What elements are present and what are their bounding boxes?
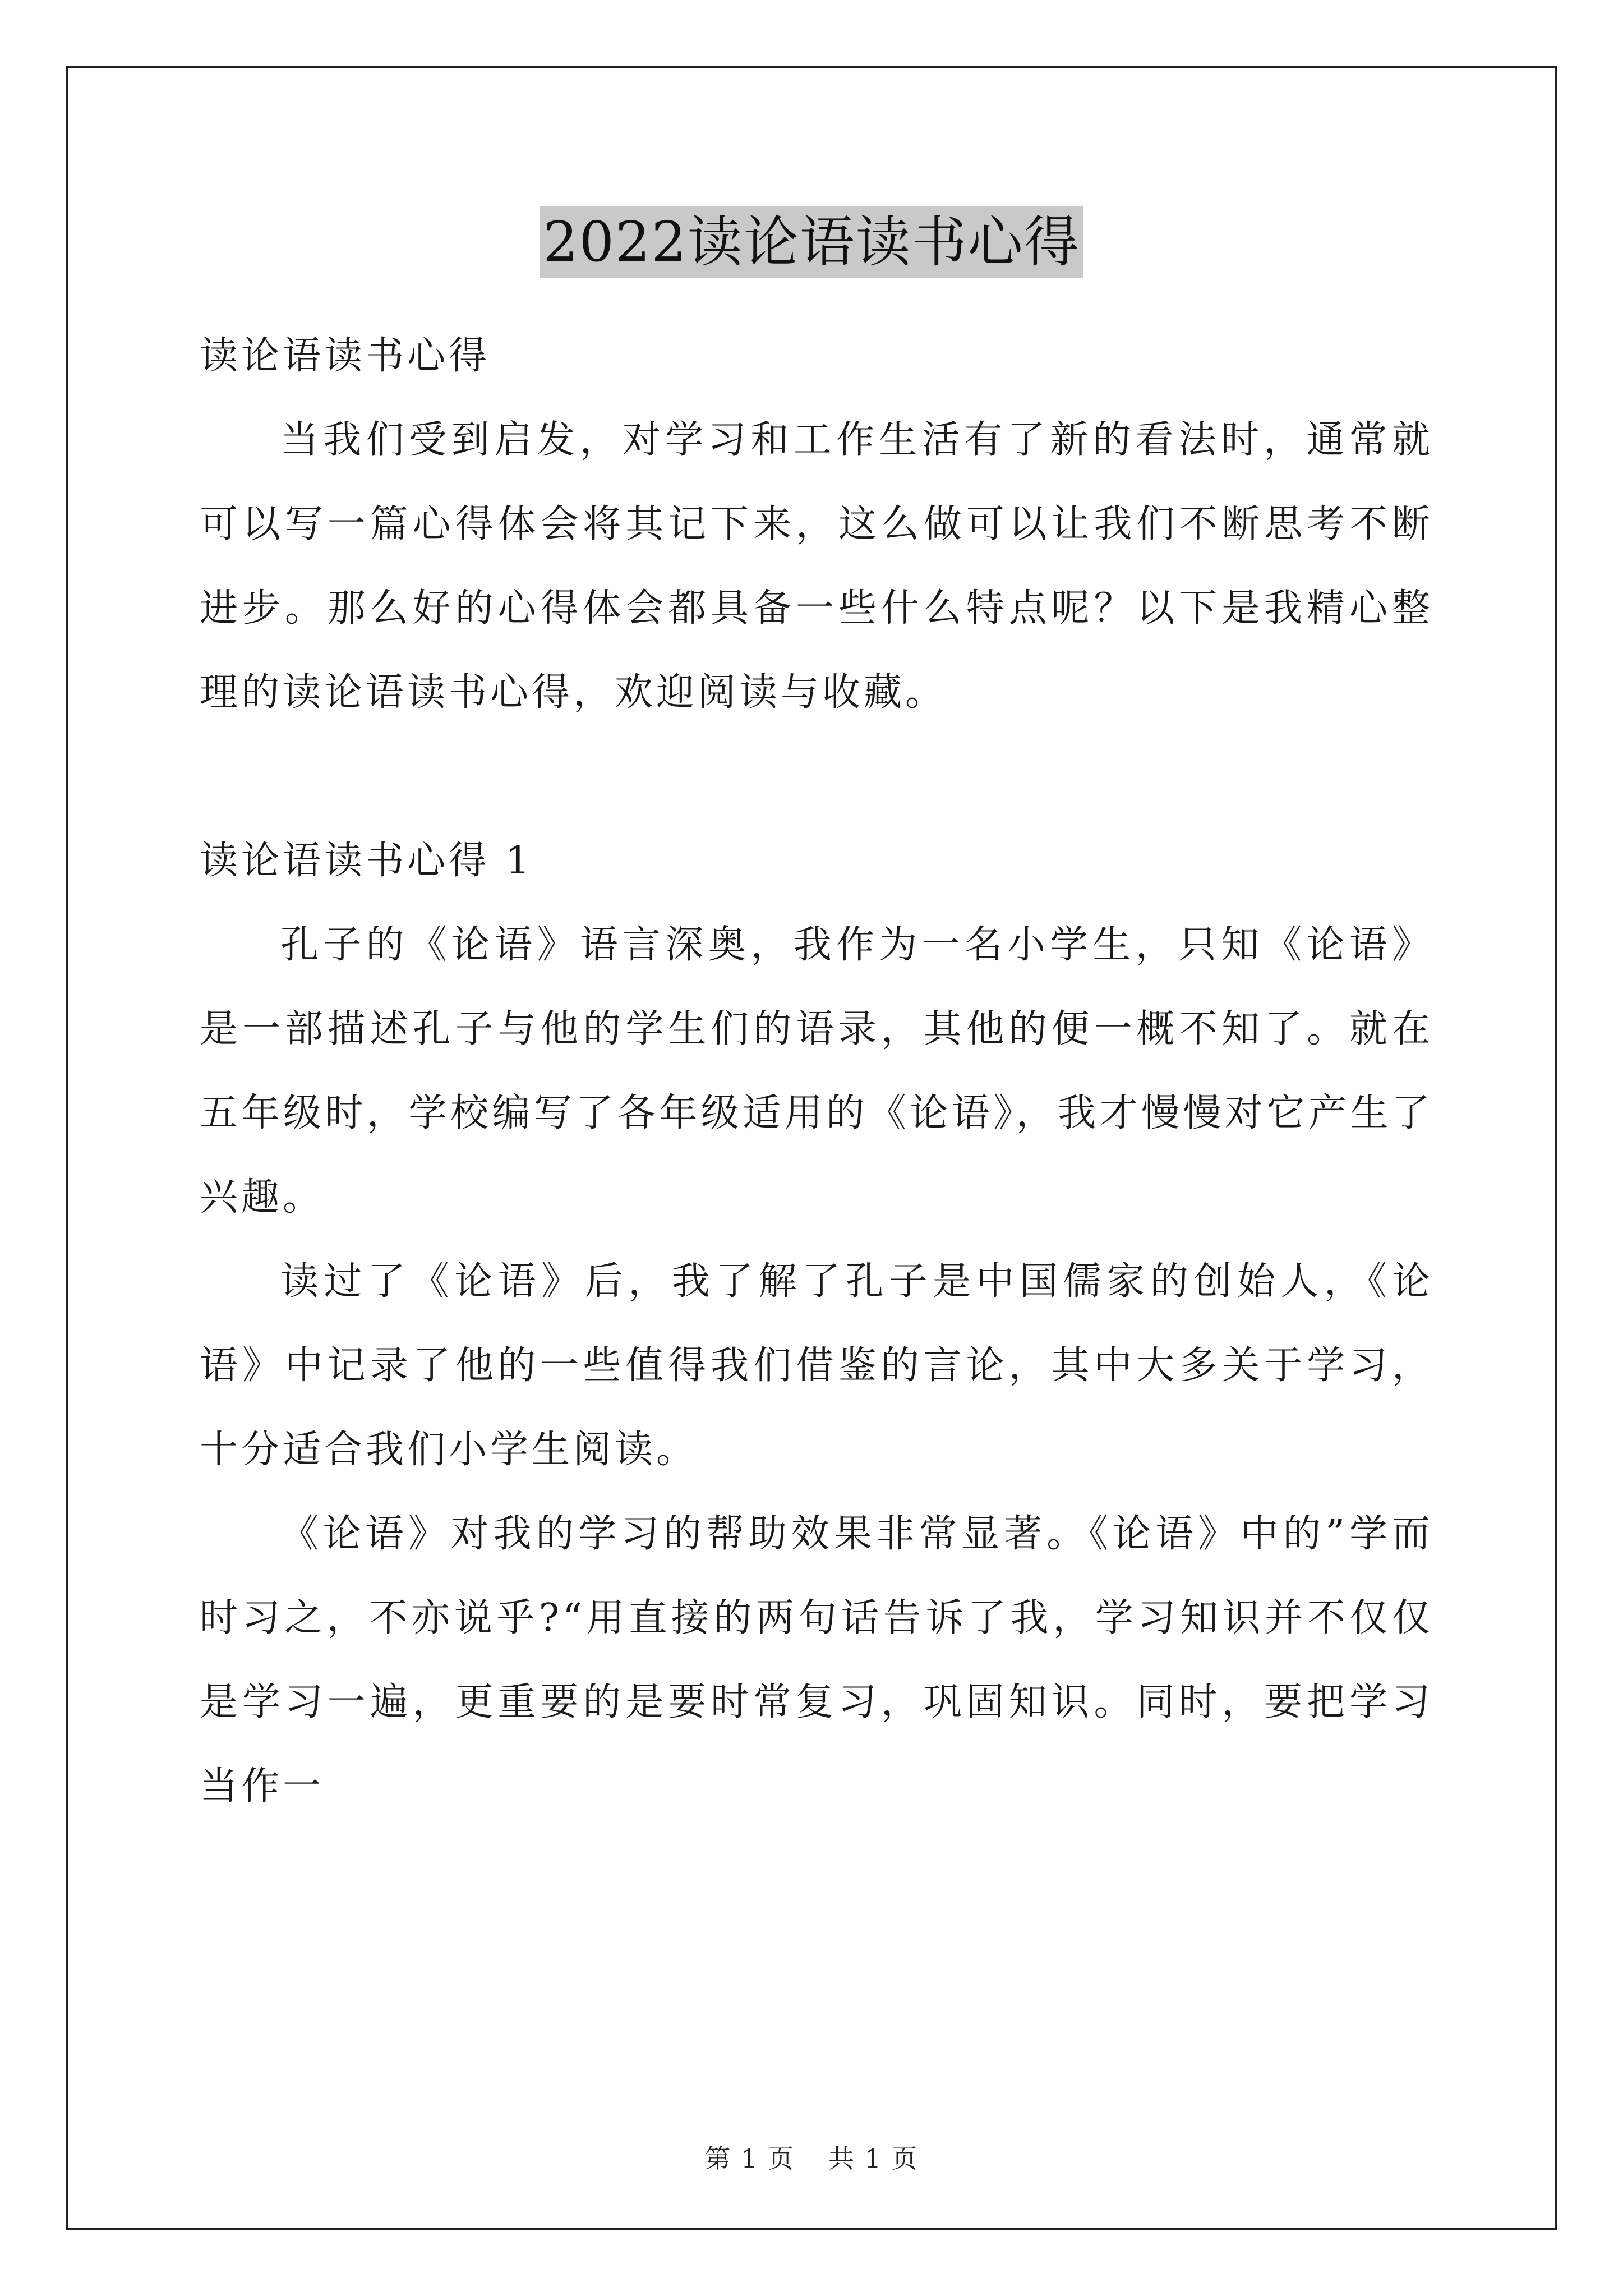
page-footer [0,2138,1623,2175]
document-title: 2022读论语读书心得 [540,206,1083,278]
body-paragraph-1: 孔子的《论语》语言深奥，我作为一名小学生，只知《论语》是一部描述孔子与他的学生们的语录，其他的便一概不知了。就在五年级时，学校编写了各年级适用的《论语》，我才慢慢对它产生了兴趣。 [200,923,1433,1220]
page-number-total: 共 1 页 [828,2143,919,2174]
body-paragraph-3: 《论语》对我的学习的帮助效果非常显著。《论语》中的”学而时习之，不亦说乎?“用直接的两句话告诉了我，学习知识并不仅仅是学习一遍，更重要的是要时常复习，巩固知识。同时，要把学习当作一 [200,1512,1433,1809]
document-body [200,314,1433,1829]
section-heading: 读论语读书心得 1 [200,839,533,883]
body-paragraph-2: 读过了《论语》后，我了解了孔子是中国儒家的创始人，《论语》中记录了他的一些值得我们借鉴的言论，其中大多关于学习，十分适合我们小学生阅读。 [200,1259,1433,1472]
intro-paragraph: 当我们受到启发，对学习和工作生活有了新的看法时，通常就可以写一篇心得体会将其记下来，这么做可以让我们不断思考不断进步。那么好的心得体会都具备一些什么特点呢？以下是我精心整理的读论语读书心得，欢迎阅读与收藏。 [200,418,1433,715]
title-container [0,206,1623,278]
document-subtitle: 读论语读书心得 [200,334,491,378]
section-spacer [200,735,1433,819]
page-number-current: 第 1 页 [704,2143,795,2174]
